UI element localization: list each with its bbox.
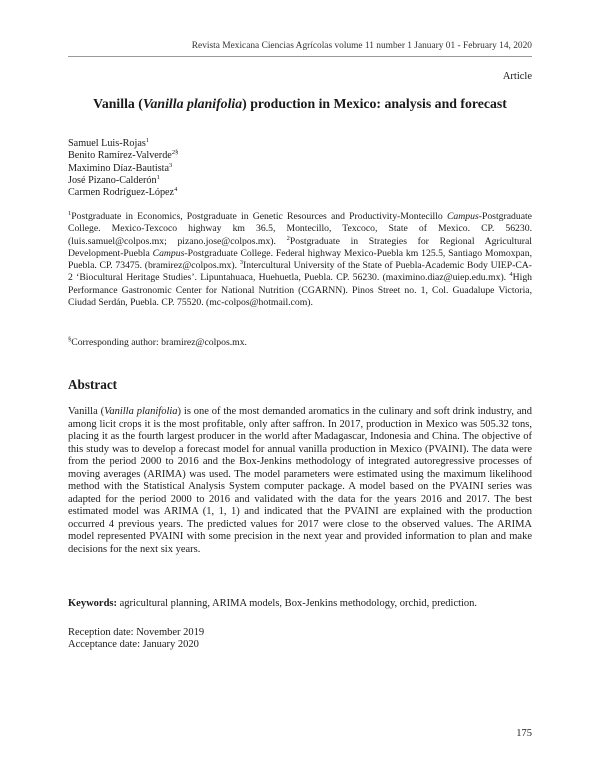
- reception-date: Reception date: November 2019: [68, 627, 205, 638]
- header-rule: [68, 56, 532, 57]
- acceptance-date: Acceptance date: January 2020: [68, 639, 199, 651]
- author: Benito Ramírez-Valverde$^{2\S}$: [68, 149, 179, 162]
- author: Samuel Luis-Rojas$^1$: [68, 137, 150, 149]
- affiliations-paragraph: $^1$Postgraduate in Economics, Postgraduate in Genetic Resources and Productivity-Montecillo Campus-Postgraduate College. Mexico-Texcoco highway km 36.5, Montecillo, Texcoco, State of Mexico. CP. 56230. (luis.samuel@colpos.mx; pizano.jose@colpos.mx). $^2$Postgraduate in Strategies for Regional Agricultural Development-Puebla Campus-Postgraduate College. Federal highway Mexico-Puebla km 125.5, Santiago Momoxpan, Puebla. CP. 73475. (bramirez@colpos.mx). $^3$Intercultural University of the State of Puebla-Academic Body UIEP-CA-2 ‘Biocultural Heritage Studies’. Lipuntahuaca, Huehuetla, Puebla. CP. 56230. (maximino.diaz@uiep.edu.mx). $^4$High Performance Gastronomic Center for National Nutrition (CGARNN). Pinos Street no. 1, Col. Guadalupe Victoria, Ciudad Serdán, Puebla. CP. 75520. (mc-colpos@hotmail.com).: [68, 210, 533, 309]
- running-header: Revista Mexicana Ciencias Agrícolas volume 11 number 1 January 01 - February 14, 2020: [191, 41, 532, 51]
- title-part2: ) production in Mexico: analysis and forecast: [242, 96, 507, 111]
- abstract-paragraph: Vanilla (Vanilla planifolia) is one of the most demanded aromatics in the culinary and soft drink industry, and among licit crops it is the most profitable, only after saffron. In 2017, production in Mexico was 505.32 tons, placing it as the fourth largest producer in the world after Madagascar, Indonesia and China. The objective of this study was to develop a forecast model for annual vanilla production in Mexico (PVAINI). The data were from the period 2000 to 2016 and the Box-Jenkins methodology of integrated autoregressive processes of moving averages (ARIMA) was used. The model parameters were estimated using the maximum likelihood method with the Statistical Analysis System computer package. A model based on the PVAINI series was adapted for the period 2000 to 2016 and validated with the data for the years 2016 and 2017. The best estimated model was ARIMA (1, 1, 1) and indicated that the PVAINI are explained with the production occurred 4 previous years. The predicted values for 2017 were close to the observed values. The ARIMA model represented PVAINI with some precision in the next year and provided information to plan and make decisions for the next six years.: [68, 406, 532, 556]
- article-type-label: Article: [502, 71, 532, 82]
- author: Carmen Rodríguez-López$^4$: [68, 186, 178, 199]
- submission-dates: [68, 627, 204, 652]
- abstract-heading: Abstract: [68, 377, 118, 392]
- keywords-label: Keywords:: [68, 598, 117, 609]
- title-part1: Vanilla (: [93, 96, 143, 111]
- keywords-line: [68, 598, 532, 609]
- author: José Pizano-Calderón$^1$: [68, 173, 160, 186]
- corresponding-author: §Corresponding author: bramirez@colpos.mx.: [68, 336, 247, 348]
- author: Maximino Díaz-Bautista$^3$: [68, 161, 173, 174]
- title-italic: Vanilla planifolia: [142, 96, 243, 111]
- keywords-text: agricultural planning, ARIMA models, Box-Jenkins methodology, orchid, prediction.: [117, 598, 478, 609]
- page-number: 175: [516, 728, 532, 739]
- article-title: [68, 96, 532, 112]
- author-list: [68, 138, 178, 199]
